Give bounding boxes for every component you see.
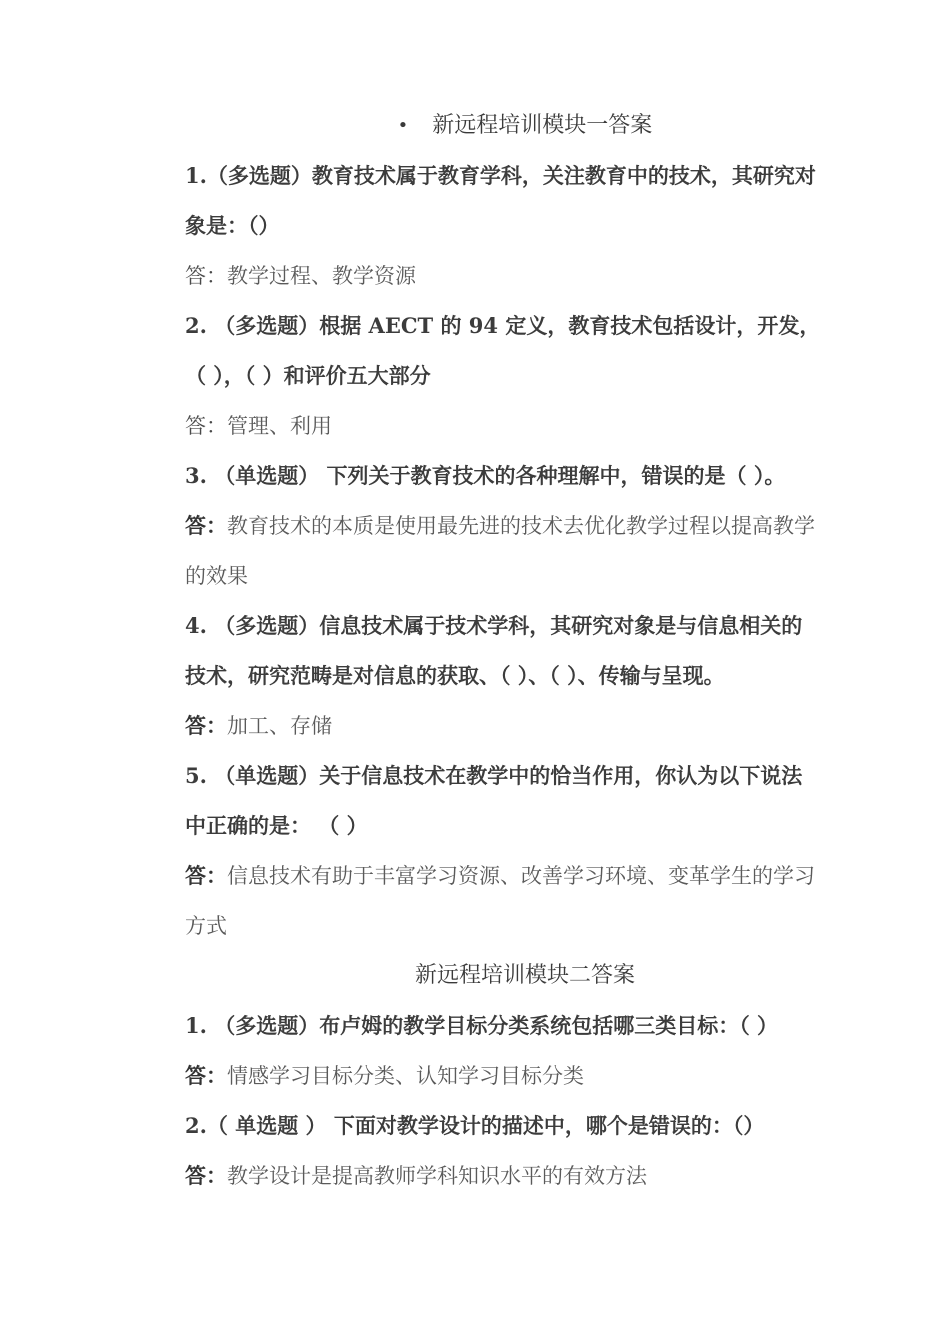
module1-q3-answer-line1 xyxy=(185,501,865,551)
module2-q2-answer xyxy=(185,1151,865,1201)
module1-q2-line1: 2. （多选题）根据 AECT 的 94 定义，教育技术包括设计，开发， xyxy=(185,313,821,338)
module1-q4-answer xyxy=(185,701,865,751)
answer-label: 答： xyxy=(185,1163,227,1188)
answer-text: 教学设计是提高教师学科知识水平的有效方法 xyxy=(227,1164,647,1188)
module1-title xyxy=(185,101,865,151)
module2-q2-line1: 2.（ 单选题 ） 下面对教学设计的描述中，哪个是错误的：（） xyxy=(185,1113,765,1138)
answer-text: 情感学习目标分类、认知学习目标分类 xyxy=(227,1064,584,1088)
answer-label: 答： xyxy=(185,863,227,888)
module1-q5-answer-line1 xyxy=(185,851,865,901)
answer-text: 教育技术的本质是使用最先进的技术去优化教学过程以提高教学 xyxy=(227,514,815,538)
answer-label: 答： xyxy=(185,513,227,538)
document-content xyxy=(185,101,865,1201)
module1-q2-line2: （ ），（ ）和评价五大部分 xyxy=(185,363,431,388)
module1-q5-line1: 5. （单选题）关于信息技术在教学中的恰当作用，你认为以下说法 xyxy=(185,763,803,788)
answer-text: 管理、利用 xyxy=(227,414,332,438)
module1-q1-answer xyxy=(185,251,865,301)
answer-label: 答： xyxy=(185,713,227,738)
module1-q5-line2: 中正确的是： （ ） xyxy=(185,813,368,838)
module2-title: 新远程培训模块二答案 xyxy=(414,963,635,988)
answer-text: 信息技术有助于丰富学习资源、改善学习环境、变革学生的学习 xyxy=(227,864,815,888)
answer-text: 教学过程、教学资源 xyxy=(227,264,416,288)
module1-q4-line1: 4. （多选题）信息技术属于技术学科，其研究对象是与信息相关的 xyxy=(185,613,803,638)
module1-q5-answer-line2: 方式 xyxy=(185,914,227,938)
answer-label: 答： xyxy=(185,1063,227,1088)
answer-text: 加工、存储 xyxy=(227,714,332,738)
module1-q3-line1: 3. （单选题） 下列关于教育技术的各种理解中，错误的是（ ）。 xyxy=(185,463,786,488)
module1-title-text: 新远程培训模块一答案 xyxy=(432,113,653,138)
module2-q1-answer xyxy=(185,1051,865,1101)
module1-q1-line2: 象是：（） xyxy=(185,213,280,238)
answer-label: 答： xyxy=(185,414,227,438)
module2-q1-line1: 1. （多选题）布卢姆的教学目标分类系统包括哪三类目标：（ ） xyxy=(185,1013,779,1038)
bullet-icon: • xyxy=(397,115,409,136)
module1-q1-line1: 1.（多选题）教育技术属于教育学科，关注教育中的技术，其研究对 xyxy=(185,163,816,188)
module1-q3-answer-line2: 的效果 xyxy=(185,564,248,588)
module1-q2-answer xyxy=(185,401,865,451)
answer-label: 答： xyxy=(185,264,227,288)
module1-q4-line2: 技术，研究范畴是对信息的获取、（ ）、（ ）、传输与呈现。 xyxy=(185,663,725,688)
